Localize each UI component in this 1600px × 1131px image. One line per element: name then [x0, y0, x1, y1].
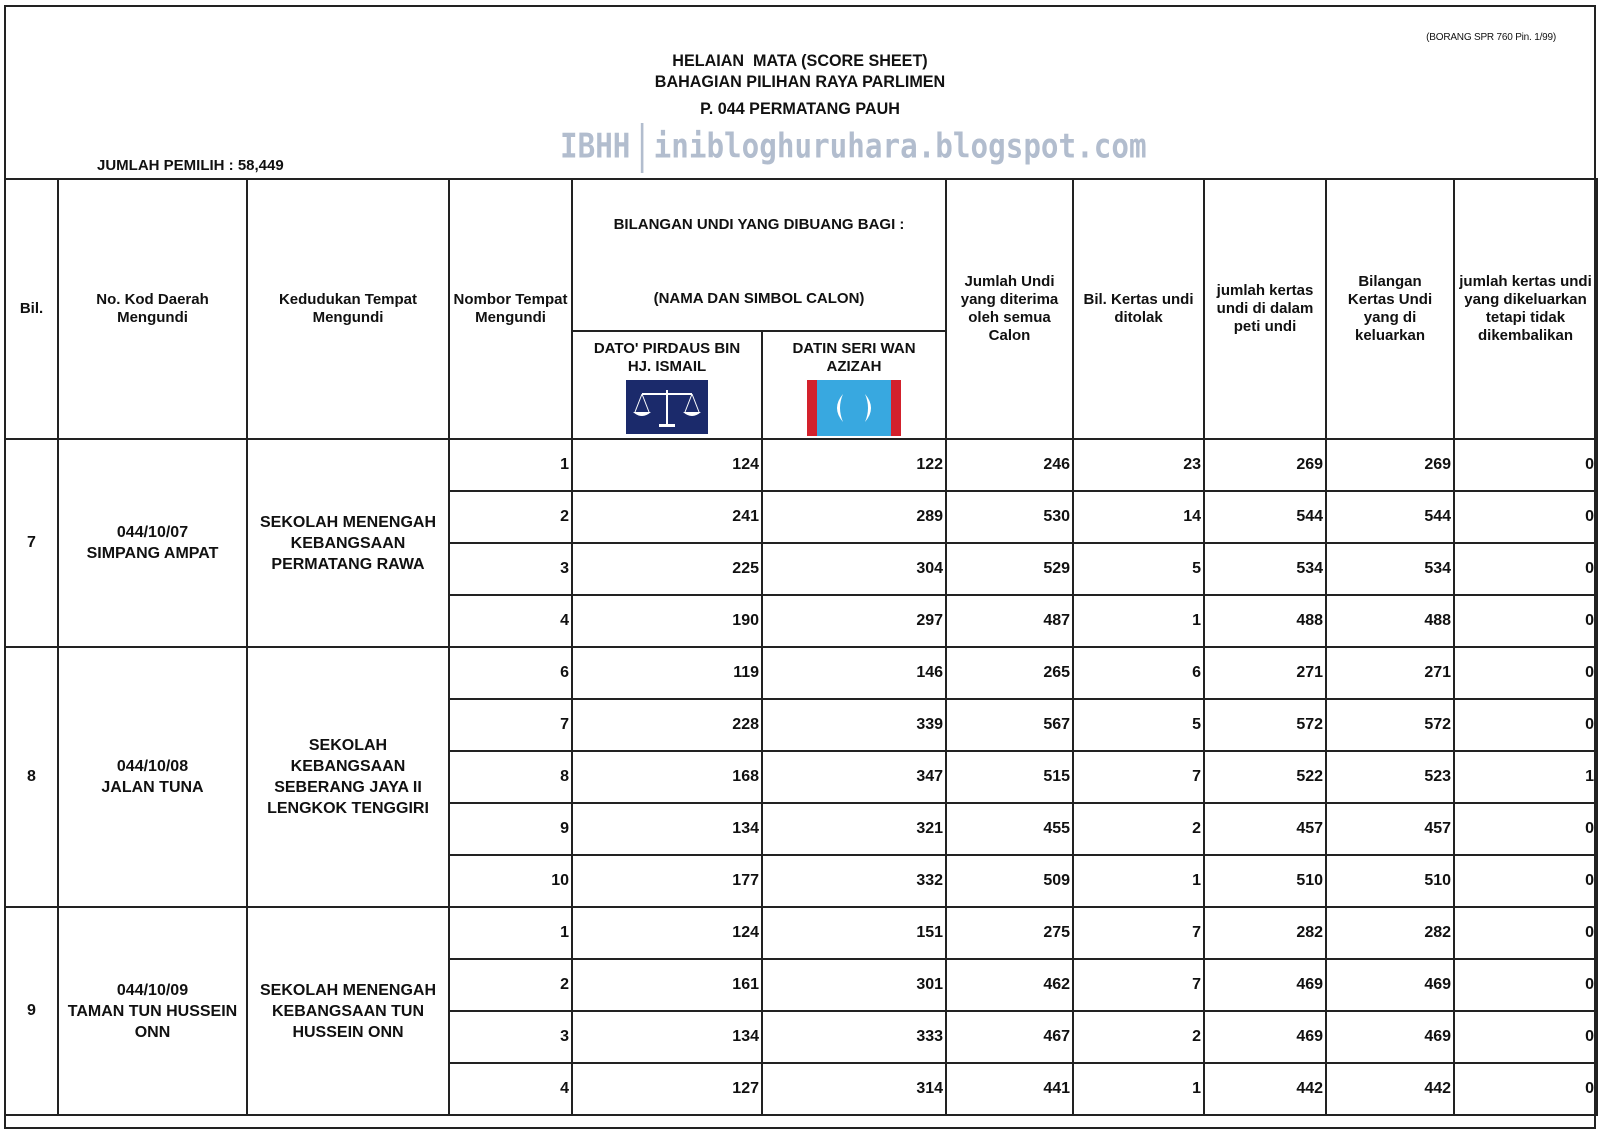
cell-c2: 301 — [762, 959, 946, 1011]
watermark-right: inibloghuruhara.blogspot.com — [653, 126, 1147, 167]
table-row — [5, 907, 1597, 959]
nama-simbol-label: (NAMA DAN SIMBOL CALON) — [653, 290, 865, 307]
cell-tidak: 0 — [1454, 803, 1597, 855]
cell-ditolak: 14 — [1073, 491, 1204, 543]
col-tidak-dikembalikan: jumlah kertas undi yang dikeluarkan tetapi tidak dikembalikan — [1454, 179, 1597, 439]
cell-n: 8 — [449, 751, 572, 803]
cell-c1: 228 — [572, 699, 762, 751]
cell-ditolak: 2 — [1073, 1011, 1204, 1063]
cell-peti: 469 — [1204, 1011, 1326, 1063]
table-row — [5, 647, 1597, 699]
cell-keluar: 572 — [1326, 699, 1454, 751]
form-code: (BORANG SPR 760 Pin. 1/99) — [1426, 32, 1556, 43]
cell-ditolak: 1 — [1073, 1063, 1204, 1115]
cell-n: 4 — [449, 595, 572, 647]
cell-c2: 122 — [762, 439, 946, 491]
kod-daerah: 044/10/08 — [116, 758, 189, 775]
col-jumlah-undi: Jumlah Undi yang diterima oleh semua Calon — [946, 179, 1073, 439]
cell-total: 275 — [946, 907, 1073, 959]
title-block — [0, 50, 1600, 119]
cell-tidak: 0 — [1454, 907, 1597, 959]
cell-peti: 271 — [1204, 647, 1326, 699]
nama-daerah: TAMAN TUN HUSSEIN ONN — [67, 1002, 238, 1041]
cell-c2: 304 — [762, 543, 946, 595]
cell-keluar: 442 — [1326, 1063, 1454, 1115]
cell-keluar: 469 — [1326, 1011, 1454, 1063]
group-kod-daerah — [58, 439, 247, 647]
cell-tidak: 0 — [1454, 543, 1597, 595]
cell-total: 530 — [946, 491, 1073, 543]
cell-peti: 522 — [1204, 751, 1326, 803]
score-table-wrap — [4, 178, 1596, 1116]
cell-n: 6 — [449, 647, 572, 699]
cell-c1: 119 — [572, 647, 762, 699]
cell-peti: 510 — [1204, 855, 1326, 907]
kod-daerah: 044/10/09 — [116, 981, 189, 999]
cell-peti: 534 — [1204, 543, 1326, 595]
cell-c1: 190 — [572, 595, 762, 647]
group-bil: 9 — [5, 907, 58, 1115]
cell-c1: 134 — [572, 1011, 762, 1063]
cell-total: 567 — [946, 699, 1073, 751]
cell-keluar: 271 — [1326, 647, 1454, 699]
title-line-2: BAHAGIAN PILIHAN RAYA PARLIMEN — [654, 72, 946, 91]
col-calon-1 — [572, 331, 762, 439]
group-tempat-mengundi: SEKOLAH MENENGAH KEBANGSAAN PERMATANG RAWA — [247, 439, 449, 647]
cell-keluar: 457 — [1326, 803, 1454, 855]
cell-c1: 124 — [572, 439, 762, 491]
cell-n: 3 — [449, 543, 572, 595]
bilangan-undi-label: BILANGAN UNDI YANG DIBUANG BAGI : — [613, 216, 905, 233]
cell-c2: 332 — [762, 855, 946, 907]
cell-tidak: 0 — [1454, 647, 1597, 699]
calon-1-name: DATO' PIRDAUS BIN HJ. ISMAIL — [593, 340, 741, 375]
cell-c1: 124 — [572, 907, 762, 959]
calon-2-name: DATIN SERI WAN AZIZAH — [792, 340, 916, 375]
cell-total: 455 — [946, 803, 1073, 855]
col-bil: Bil. — [5, 179, 58, 439]
group-bil: 7 — [5, 439, 58, 647]
cell-c1: 168 — [572, 751, 762, 803]
cell-peti: 572 — [1204, 699, 1326, 751]
cell-n: 3 — [449, 1011, 572, 1063]
cell-ditolak: 7 — [1073, 907, 1204, 959]
cell-total: 441 — [946, 1063, 1073, 1115]
cell-ditolak: 1 — [1073, 855, 1204, 907]
jumlah-pemilih: JUMLAH PEMILIH : 58,449 — [97, 157, 284, 174]
nama-daerah: SIMPANG AMPAT — [86, 545, 219, 562]
cell-peti: 442 — [1204, 1063, 1326, 1115]
title-line-1: HELAIAN MATA (SCORE SHEET) — [672, 51, 928, 70]
nama-daerah: JALAN TUNA — [101, 779, 204, 796]
col-dikeluarkan: Bilangan Kertas Undi yang di keluarkan — [1326, 179, 1454, 439]
cell-c2: 339 — [762, 699, 946, 751]
watermark-left: IBHH — [560, 126, 631, 167]
cell-keluar: 269 — [1326, 439, 1454, 491]
cell-c2: 314 — [762, 1063, 946, 1115]
cell-c2: 151 — [762, 907, 946, 959]
cell-total: 515 — [946, 751, 1073, 803]
cell-n: 1 — [449, 439, 572, 491]
col-kod: No. Kod Daerah Mengundi — [58, 179, 247, 439]
group-kod-daerah — [58, 907, 247, 1115]
cell-keluar: 488 — [1326, 595, 1454, 647]
cell-n: 1 — [449, 907, 572, 959]
cell-c2: 333 — [762, 1011, 946, 1063]
cell-n: 7 — [449, 699, 572, 751]
cell-c1: 225 — [572, 543, 762, 595]
cell-keluar: 510 — [1326, 855, 1454, 907]
cell-ditolak: 7 — [1073, 959, 1204, 1011]
cell-c2: 347 — [762, 751, 946, 803]
cell-ditolak: 1 — [1073, 595, 1204, 647]
cell-n: 4 — [449, 1063, 572, 1115]
cell-peti: 269 — [1204, 439, 1326, 491]
col-bilangan-undi — [572, 179, 946, 331]
cell-peti: 488 — [1204, 595, 1326, 647]
cell-total: 467 — [946, 1011, 1073, 1063]
cell-c2: 321 — [762, 803, 946, 855]
cell-tidak: 0 — [1454, 1063, 1597, 1115]
cell-c1: 161 — [572, 959, 762, 1011]
group-tempat-mengundi: SEKOLAH MENENGAH KEBANGSAAN TUN HUSSEIN ONN — [247, 907, 449, 1115]
cell-c2: 146 — [762, 647, 946, 699]
cell-peti: 544 — [1204, 491, 1326, 543]
cell-c1: 134 — [572, 803, 762, 855]
score-table-body — [5, 439, 1597, 1115]
cell-n: 9 — [449, 803, 572, 855]
col-ditolak: Bil. Kertas undi ditolak — [1073, 179, 1204, 439]
cell-tidak: 0 — [1454, 855, 1597, 907]
cell-total: 487 — [946, 595, 1073, 647]
title-line-3: P. 044 PERMATANG PAUH — [700, 99, 900, 118]
cell-ditolak: 2 — [1073, 803, 1204, 855]
cell-keluar: 523 — [1326, 751, 1454, 803]
group-bil: 8 — [5, 647, 58, 907]
col-calon-2 — [762, 331, 946, 439]
score-table — [4, 178, 1598, 1116]
cell-total: 529 — [946, 543, 1073, 595]
cell-ditolak: 23 — [1073, 439, 1204, 491]
cell-n: 10 — [449, 855, 572, 907]
cell-keluar: 282 — [1326, 907, 1454, 959]
cell-c1: 241 — [572, 491, 762, 543]
cell-n: 2 — [449, 959, 572, 1011]
cell-keluar: 534 — [1326, 543, 1454, 595]
cell-tidak: 0 — [1454, 1011, 1597, 1063]
cell-total: 462 — [946, 959, 1073, 1011]
cell-total: 265 — [946, 647, 1073, 699]
bn-scales-icon — [626, 380, 708, 434]
cell-ditolak: 5 — [1073, 699, 1204, 751]
pkr-eye-icon — [807, 380, 901, 436]
cell-ditolak: 6 — [1073, 647, 1204, 699]
cell-ditolak: 7 — [1073, 751, 1204, 803]
cell-peti: 457 — [1204, 803, 1326, 855]
cell-tidak: 0 — [1454, 699, 1597, 751]
cell-total: 509 — [946, 855, 1073, 907]
cell-tidak: 1 — [1454, 751, 1597, 803]
col-nombor: Nombor Tempat Mengundi — [449, 179, 572, 439]
cell-tidak: 0 — [1454, 439, 1597, 491]
cell-c2: 297 — [762, 595, 946, 647]
cell-n: 2 — [449, 491, 572, 543]
cell-tidak: 0 — [1454, 959, 1597, 1011]
group-tempat-mengundi: SEKOLAH KEBANGSAAN SEBERANG JAYA II LENGKOK TENGGIRI — [247, 647, 449, 907]
watermark-divider — [641, 123, 644, 173]
cell-tidak: 0 — [1454, 595, 1597, 647]
cell-c1: 177 — [572, 855, 762, 907]
group-kod-daerah — [58, 647, 247, 907]
cell-c1: 127 — [572, 1063, 762, 1115]
cell-c2: 289 — [762, 491, 946, 543]
cell-tidak: 0 — [1454, 491, 1597, 543]
cell-peti: 469 — [1204, 959, 1326, 1011]
kod-daerah: 044/10/07 — [116, 524, 189, 541]
col-kedudukan: Kedudukan Tempat Mengundi — [247, 179, 449, 439]
table-row — [5, 439, 1597, 491]
cell-total: 246 — [946, 439, 1073, 491]
cell-ditolak: 5 — [1073, 543, 1204, 595]
watermark — [560, 123, 1147, 173]
cell-peti: 282 — [1204, 907, 1326, 959]
cell-keluar: 544 — [1326, 491, 1454, 543]
col-dalam-peti: jumlah kertas undi di dalam peti undi — [1204, 179, 1326, 439]
cell-keluar: 469 — [1326, 959, 1454, 1011]
